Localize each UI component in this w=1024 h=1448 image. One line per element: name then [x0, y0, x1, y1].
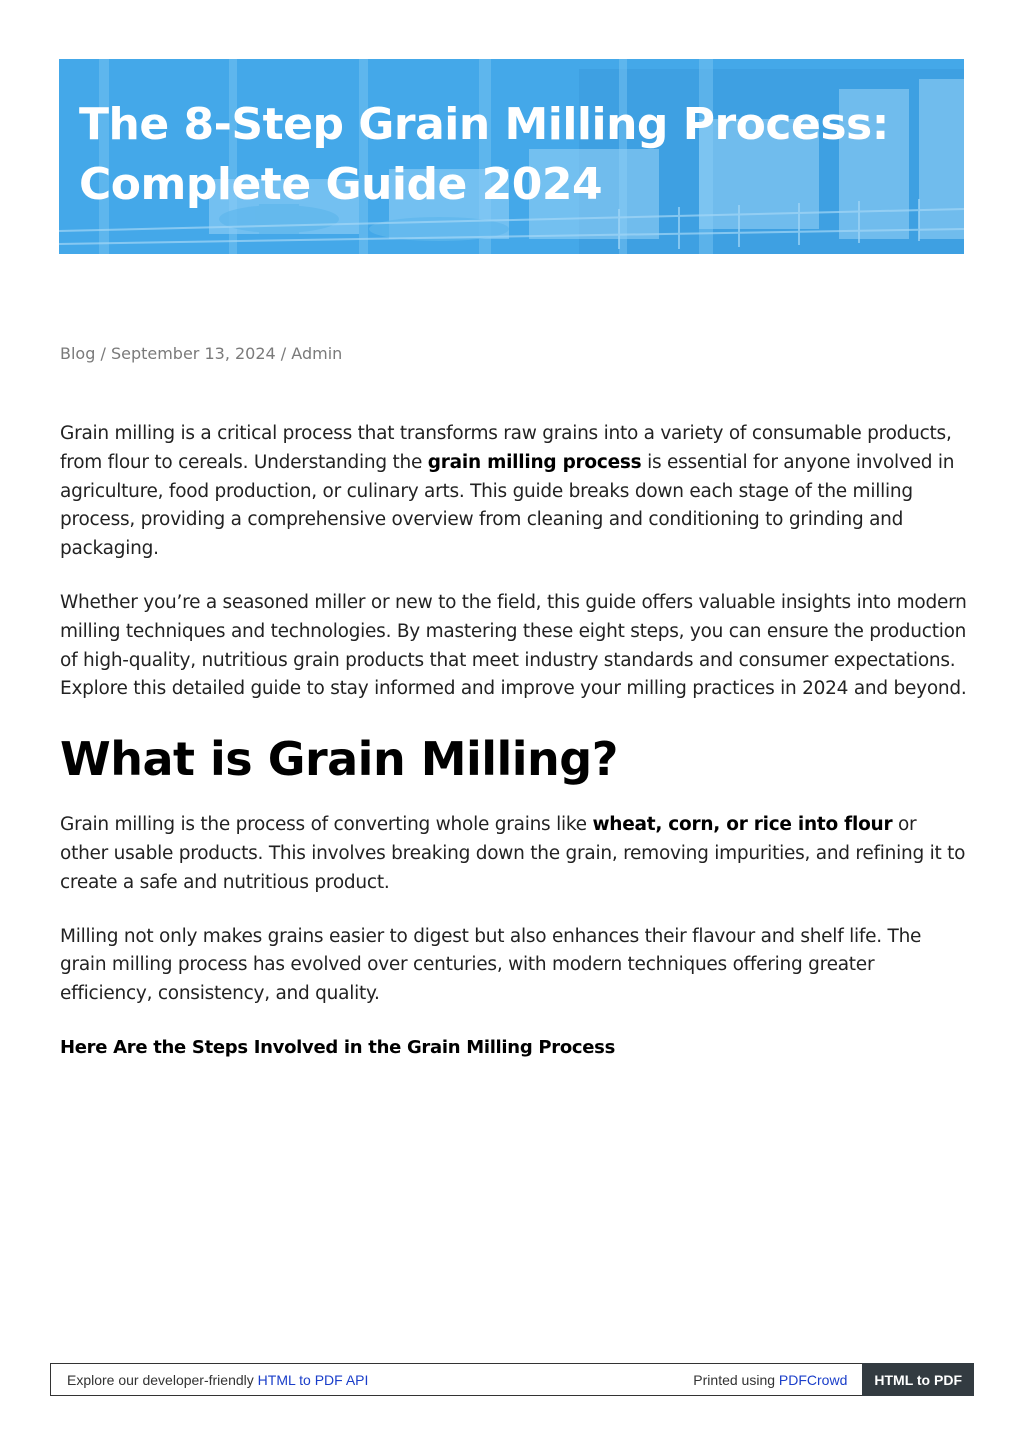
- intro-bold-text: grain milling process: [427, 451, 642, 473]
- hero-banner: [59, 59, 964, 254]
- page-title: [79, 95, 949, 215]
- meta-separator: /: [275, 344, 292, 363]
- footer-left-text: Explore our developer-friendly: [67, 1371, 258, 1388]
- intro-paragraph-2: Whether you’re a seasoned miller or new to the field, this guide offers valuable insights into modern milling techniques and technologies. By mastering these eight steps, you can ensure the production of high-quality, nutritious grain products that meet industry standards and consumer expectations. Explore this detailed guide to stay informed and improve your milling practices in 2024 and beyond.: [60, 591, 967, 700]
- category-link[interactable]: Blog: [60, 344, 96, 363]
- footer-right-text: Printed using: [693, 1371, 779, 1388]
- footer-right: [693, 1372, 862, 1388]
- section-text: Grain milling is the process of converting whole grains like: [60, 814, 593, 836]
- section-text: or other usable products. This involves breaking down the grain, removing impurities, and refining it to create a safe and nutritious product.: [60, 814, 966, 893]
- intro-text: Grain milling is a critical process that transforms raw grains into a variety of consumable products, from flour to cereals. Understanding the: [60, 423, 952, 473]
- page-title-line-1: The 8-Step Grain Milling Process:: [79, 99, 889, 150]
- intro-paragraph-1: [60, 420, 970, 564]
- footer-left: [51, 1372, 693, 1388]
- post-date: September 13, 2024: [110, 344, 276, 363]
- section-paragraph-1: [60, 811, 970, 897]
- steps-subheading: Here Are the Steps Involved in the Grain Milling Process: [60, 1036, 616, 1058]
- meta-separator: /: [95, 344, 111, 363]
- section-heading: What is Grain Milling?: [60, 732, 618, 787]
- article-body: [60, 420, 970, 1062]
- section-paragraph-2: Milling not only makes grains easier to digest but also enhances their flavour and shelf life. The grain milling process has evolved over centuries, with modern techniques offering greater efficiency, consistency, and quality.: [60, 925, 922, 1005]
- html-to-pdf-badge[interactable]: HTML to PDF: [862, 1363, 974, 1396]
- html-to-pdf-api-link[interactable]: HTML to PDF API: [257, 1371, 369, 1388]
- post-meta: [60, 344, 342, 363]
- author-link[interactable]: Admin: [291, 344, 343, 363]
- pdfcrowd-link[interactable]: PDFCrowd: [778, 1371, 848, 1388]
- section-bold-text: wheat, corn, or rice into flour: [592, 814, 893, 836]
- pdfcrowd-footer: [50, 1363, 974, 1396]
- intro-text: is essential for anyone involved in agriculture, food production, or culinary arts. This guide breaks down each stage of the milling process, providing a comprehensive overview from cleaning and conditioning to grinding and packaging.: [60, 451, 955, 560]
- page-title-line-2: Complete Guide 2024: [79, 159, 603, 210]
